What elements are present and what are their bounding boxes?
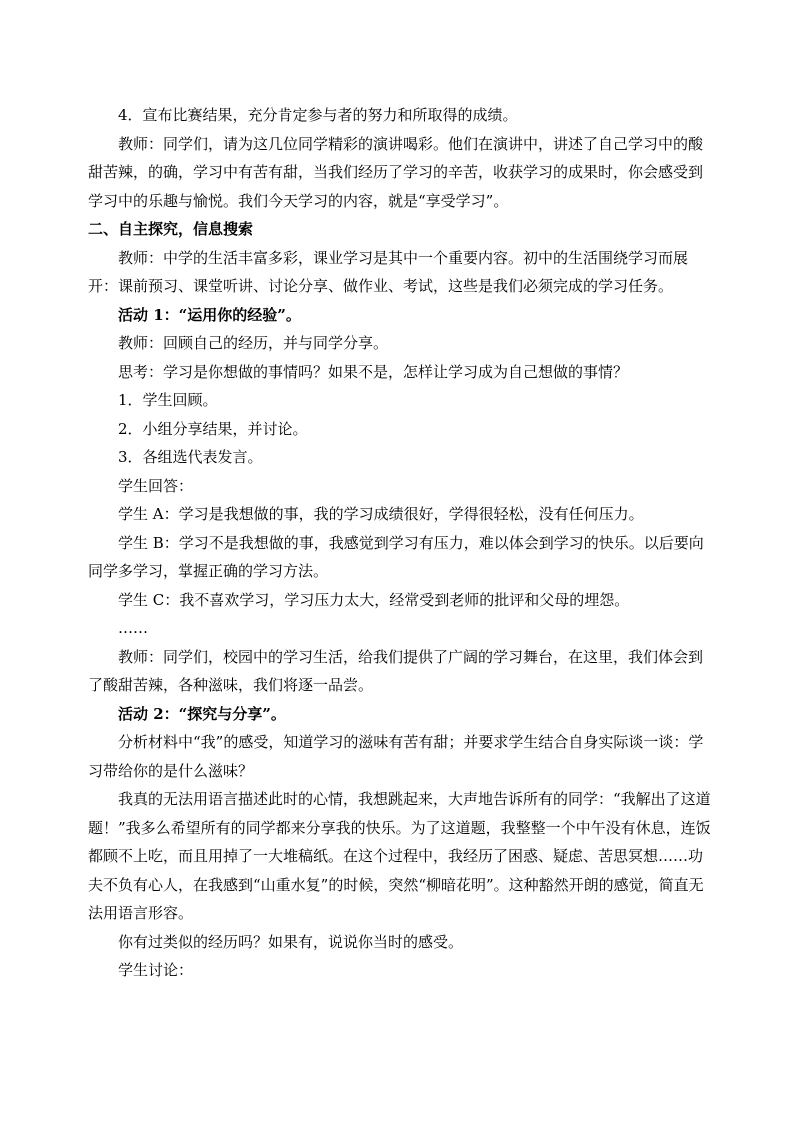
activity-1-heading: 活动 1：“运用你的经验”。 xyxy=(118,305,301,324)
paragraph-teacher-2: 教师：中学的生活丰富多彩，课业学习是其中一个重要内容。初中的生活围绕学习而展开：课前预习、课堂听讲、讨论分享、做作业、考试，这些是我们必须完成的学习任务。 xyxy=(88,248,689,295)
section-heading-2: 二、自主探究，信息搜索 xyxy=(88,220,254,238)
list-item-step-3: 3．各组选代表发言。 xyxy=(118,448,263,466)
paragraph-discuss: 学生讨论： xyxy=(118,961,194,979)
paragraph-result: 4．宣布比赛结果，充分肯定参与者的努力和所取得的成绩。 xyxy=(118,106,518,124)
paragraph-teacher-1: 教师：同学们，请为这几位同学精彩的演讲喝彩。他们在演讲中，讲述了自己学习中的酸甜苦辣，的确，学习中有苦有甜，当我们经历了学习的辛苦，收获学习的成果时，你会感受到学习中的乐趣与愉悦。我们今天学习的内容，就是“享受学习”。 xyxy=(88,134,704,210)
paragraph-question: 你有过类似的经历吗？如果有，说说你当时的感受。 xyxy=(118,932,464,951)
paragraph-student-b: 学生 B：学习不是我想做的事，我感觉到学习有压力，难以体会到学习的快乐。以后要向同学多学习，掌握正确的学习方法。 xyxy=(88,533,704,580)
paragraph-student-a: 学生 A：学习是我想做的事，我的学习成绩很好，学得很轻松，没有任何压力。 xyxy=(118,505,644,523)
paragraph-teacher-4: 教师：同学们，校园中的学习生活，给我们提供了广阔的学习舞台，在这里，我们体会到了酸甜苦辣，各种滋味，我们将逐一品尝。 xyxy=(88,647,704,694)
paragraph-ellipsis: …… xyxy=(118,619,148,637)
paragraph-think: 思考：学习是你想做的事情吗？如果不是，怎样让学习成为自己想做的事情？ xyxy=(118,362,629,381)
paragraph-student-c: 学生 C：我不喜欢学习，学习压力太大，经常受到老师的批评和父母的埋怨。 xyxy=(118,590,630,609)
activity-2-heading: 活动 2：“探究与分享”。 xyxy=(118,704,286,723)
list-item-step-2: 2．小组分享结果，并讨论。 xyxy=(118,419,308,438)
paragraph-teacher-3: 教师：回顾自己的经历，并与同学分享。 xyxy=(118,334,389,352)
list-item-step-1: 1．学生回顾。 xyxy=(118,391,218,409)
paragraph-answer: 学生回答： xyxy=(118,476,194,495)
document-body xyxy=(88,101,714,985)
paragraph-analysis: 分析材料中“我”的感受，知道学习的滋味有苦有甜；并要求学生结合自身实际谈一谈：学习带给你的是什么滋味？ xyxy=(88,733,704,780)
paragraph-material: 我真的无法用语言描述此时的心情，我想跳起来，大声地告诉所有的同学：“我解出了这道题！”我多么希望所有的同学都来分享我的快乐。为了这道题，我整整一个中午没有休息，连饭都顾不上吃，而且用掉了一大堆稿纸。在这个过程中，我经历了困惑、疑虑、苦思冥想……功夫不负有心人，在我感到“山重水复”的时候，突然“柳暗花明”。这种豁然开朗的感觉，简直无法用语言形容。 xyxy=(88,790,711,922)
